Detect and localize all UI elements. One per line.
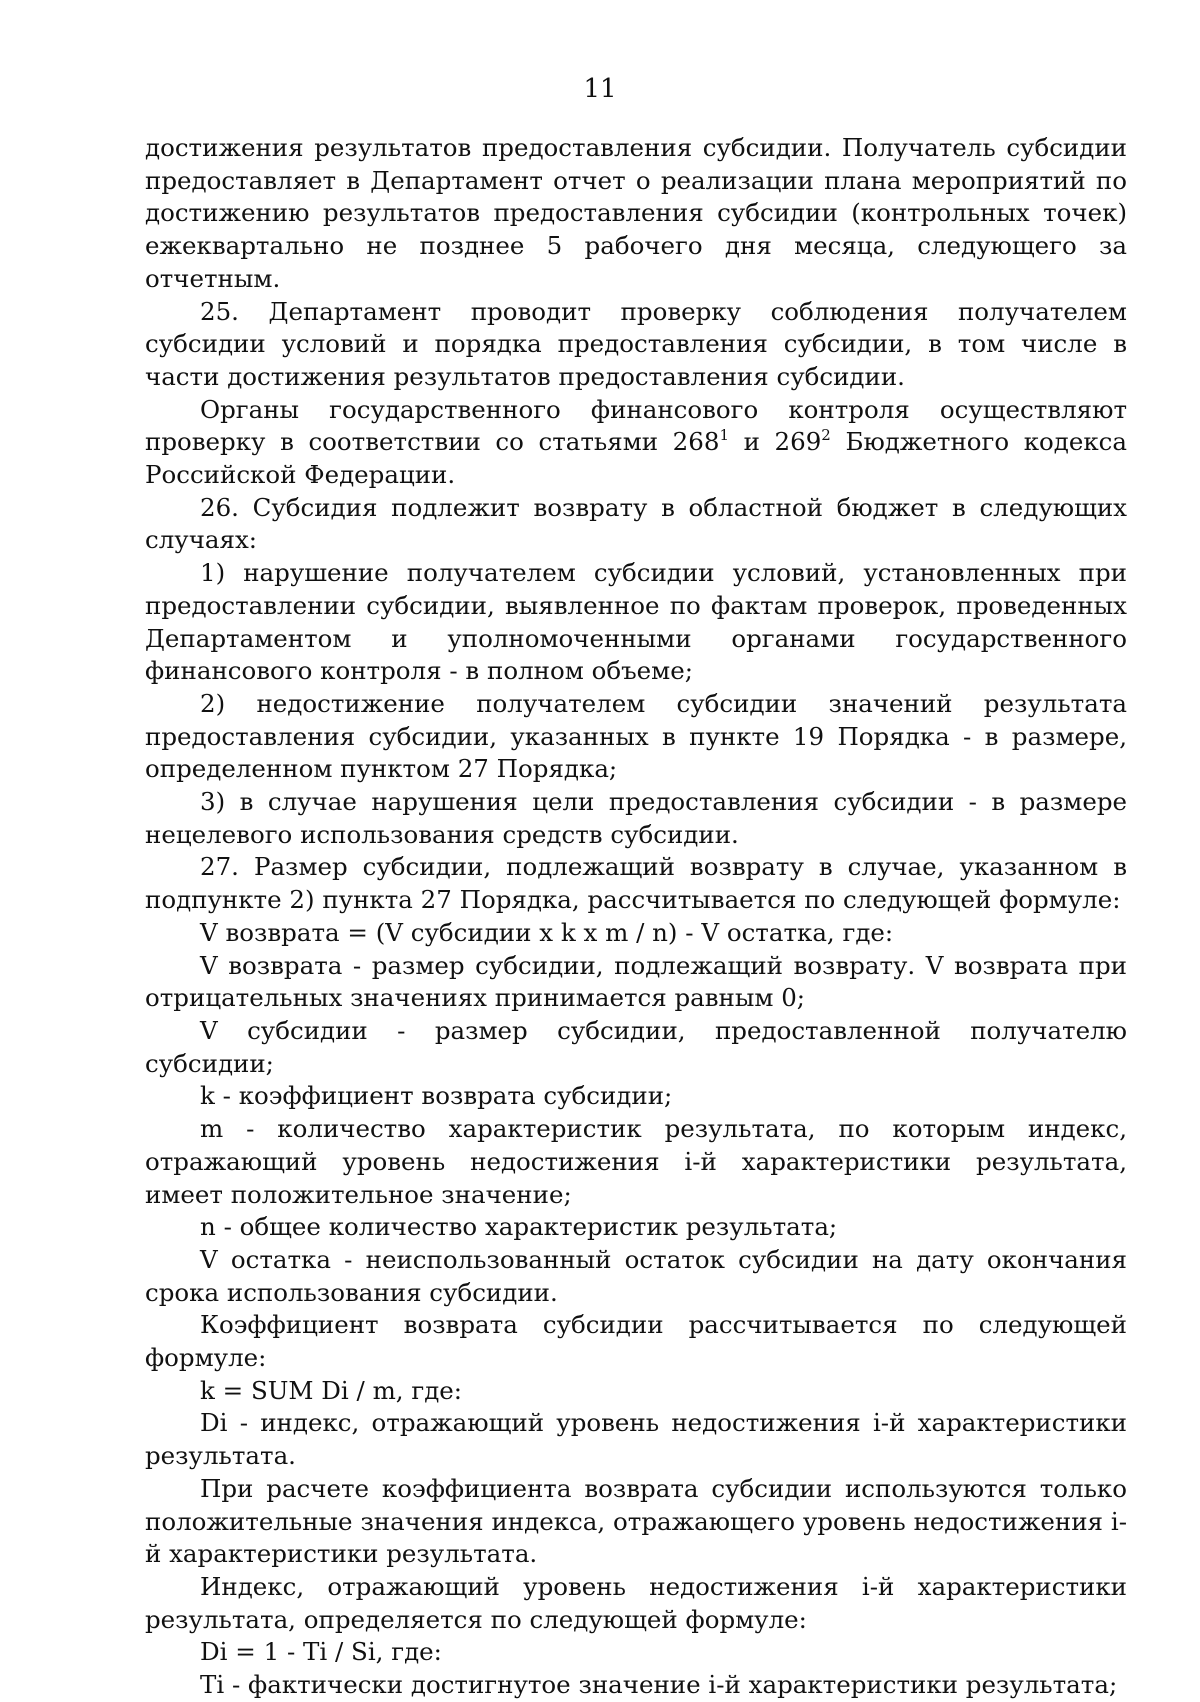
definition-m: m - количество характеристик результата, по которым индекс, отражающий уровень недостижения i-й характеристики результата, имеет положительное значение; bbox=[145, 1114, 1127, 1209]
list-item-3-misuse: 3) в случае нарушения цели предоставления субсидии - в размере нецелевого использования средств субсидии. bbox=[145, 787, 1127, 849]
financial-control-text-end: Бюджетного кодекса Российской Федерации. bbox=[145, 427, 1128, 490]
superscript-1: 1 bbox=[719, 426, 729, 445]
paragraph-financial-control bbox=[145, 394, 1127, 492]
formula-v-return: V возврата = (V субсидии x k x m / n) - V остатка, где: bbox=[200, 917, 894, 947]
page-number: 11 bbox=[583, 74, 617, 104]
paragraph-27-return-amount: 27. Размер субсидии, подлежащий возврату в случае, указанном в подпункте 2) пункта 27 Порядка, рассчитывается по следующей формуле: bbox=[145, 852, 1127, 915]
paragraph-25-inspection: 25. Департамент проводит проверку соблюдения получателем субсидии условий и порядка предоставления субсидии, в том числе в части достижения результатов предоставления субсидии. bbox=[145, 296, 1127, 391]
formula-di: Di = 1 - Ti / Si, где: bbox=[200, 1637, 442, 1667]
superscript-2: 2 bbox=[821, 426, 831, 445]
document-body bbox=[145, 132, 1127, 1702]
paragraph-positive-values: При расчете коэффициента возврата субсидии используются только положительные значения индекса, отражающего уровень недостижения i-й характеристики результата. bbox=[145, 1473, 1127, 1569]
paragraph-index-intro: Индекс, отражающий уровень недостижения i-й характеристики результата, определяется по следующей формуле: bbox=[145, 1571, 1127, 1634]
financial-control-text-middle: и 269 bbox=[729, 427, 822, 457]
list-item-2-non-achievement: 2) недостижение получателем субсидии значений результата предоставления субсидии, указанных в пункте 19 Порядка - в размере, определенном пунктом 27 Порядка; bbox=[145, 688, 1127, 784]
list-item-1-violation: 1) нарушение получателем субсидии условий, установленных при предоставлении субсидии, выявленное по фактам проверок, проведенных Департаментом и уполномоченными органами государственного финансового контроля - в полном объеме; bbox=[145, 558, 1127, 686]
financial-control-text: Органы государственного финансового контроля осуществляют проверку в соответствии со статьями 268 bbox=[145, 394, 1127, 457]
formula-k: k = SUM Di / m, где: bbox=[200, 1375, 463, 1405]
definition-v-subsidy: V субсидии - размер субсидии, предоставленной получателю субсидии; bbox=[145, 1015, 1127, 1078]
definition-v-remainder: V остатка - неиспользованный остаток субсидии на дату окончания срока использования субсидии. bbox=[145, 1244, 1127, 1307]
definition-di: Di - индекс, отражающий уровень недостижения i-й характеристики результата. bbox=[145, 1408, 1127, 1471]
definition-v-return: V возврата - размер субсидии, подлежащий возврату. V возврата при отрицательных значениях принимается равным 0; bbox=[145, 950, 1127, 1013]
definition-k: k - коэффициент возврата субсидии; bbox=[200, 1081, 673, 1111]
paragraph-report-deadline: достижения результатов предоставления субсидии. Получатель субсидии предоставляет в Департамент отчет о реализации плана мероприятий по достижению результатов предоставления субсидии (контрольных точек) ежеквартально не позднее 5 рабочего дня месяца, следующего за отчетным. bbox=[145, 133, 1127, 293]
definition-n: n - общее количество характеристик результата; bbox=[200, 1212, 838, 1242]
paragraph-coefficient-intro: Коэффициент возврата субсидии рассчитывается по следующей формуле: bbox=[145, 1310, 1127, 1373]
paragraph-26-return-cases: 26. Субсидия подлежит возврату в областной бюджет в следующих случаях: bbox=[145, 492, 1127, 555]
definition-ti: Ti - фактически достигнутое значение i-й характеристики результата; bbox=[200, 1670, 1118, 1700]
